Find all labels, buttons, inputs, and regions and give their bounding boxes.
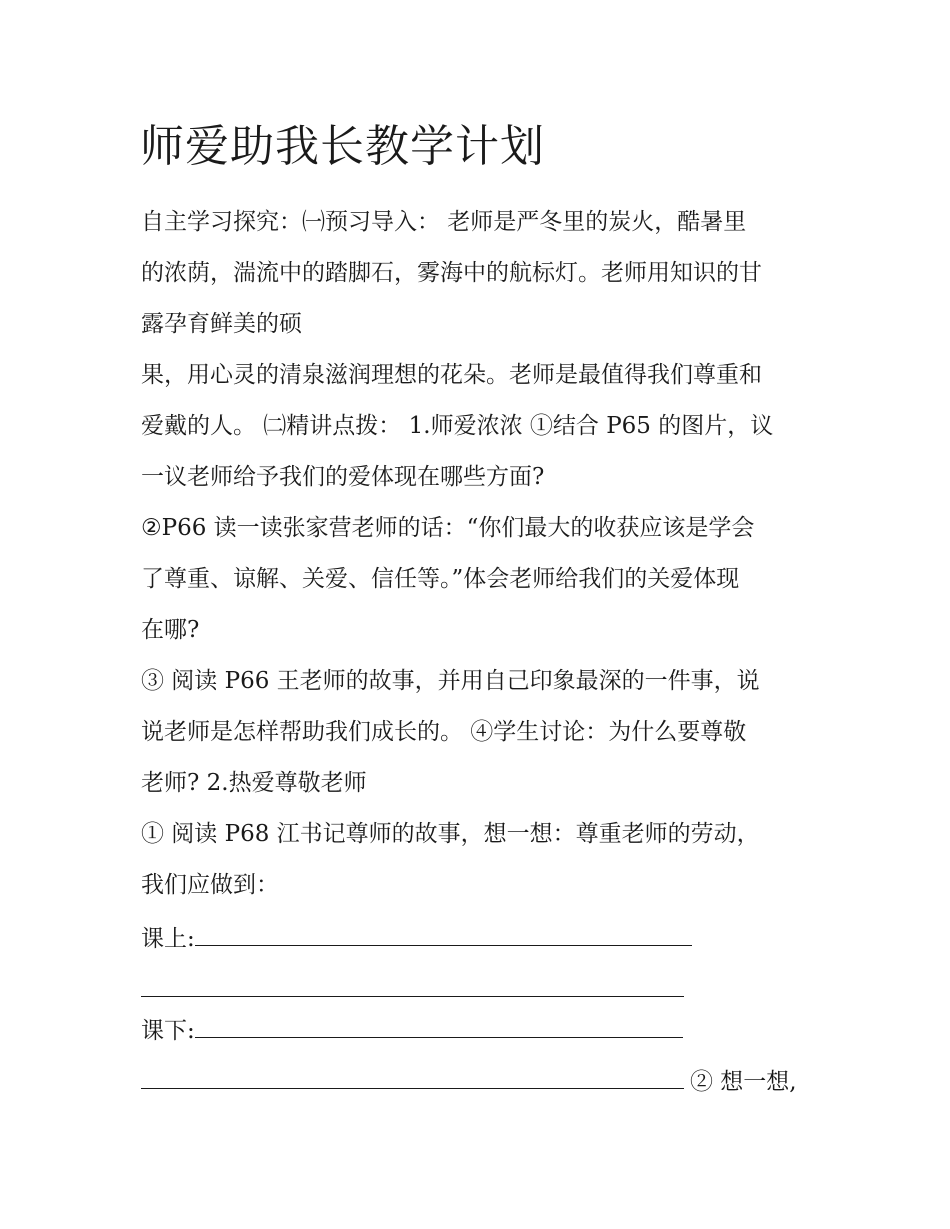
paragraph-line: 说老师是怎样帮助我们成长的。 ④学生讨论：为什么要尊敬 [141,719,747,745]
in-class-blank-continued[interactable] [141,972,684,997]
paragraph-line: 了尊重、谅解、关爱、信任等。”体会老师给我们的关爱体现 [141,566,740,592]
in-class-fill-line [141,921,692,954]
paragraph-line: 露孕育鲜美的硕 [141,311,302,337]
after-class-fill-line [141,1013,683,1046]
paragraph-line: 一议老师给予我们的爱体现在哪些方面? [141,464,545,490]
paragraph-line: 自主学习探究：㈠预习导入： 老师是严冬里的炭火，酷暑里 [141,209,747,235]
in-class-blank[interactable] [195,921,692,946]
paragraph-line: 爱戴的人。 ㈡精讲点拨： 1.师爱浓浓 ①结合 P65 的图片，议 [141,413,774,439]
document-title: 师爱助我长教学计划 [140,121,545,172]
trailing-question-text: ② 想一想, [690,1069,797,1095]
after-class-blank[interactable] [195,1013,683,1038]
paragraph-line: ②P66 读一读张家营老师的话：“你们最大的收获应该是学会 [141,515,755,541]
in-class-label: 课上: [141,926,195,952]
paragraph-line: ① 阅读 P68 江书记尊师的故事，想一想：尊重老师的劳动， [141,821,760,847]
after-class-fill-line-continued [141,1064,797,1097]
paragraph-line: 我们应做到： [141,872,279,898]
paragraph-line: 老师? 2.热爱尊敬老师 [141,770,367,796]
paragraph-line: ③ 阅读 P66 王老师的故事，并用自己印象最深的一件事，说 [141,668,760,694]
after-class-blank-continued[interactable] [141,1064,684,1089]
paragraph-line: 在哪? [141,617,200,643]
in-class-fill-line-continued [141,972,684,1005]
paragraph-line: 果，用心灵的清泉滋润理想的花朵。老师是最值得我们尊重和 [141,362,762,388]
after-class-label: 课下: [141,1018,195,1044]
paragraph-line: 的浓荫，湍流中的踏脚石，雾海中的航标灯。老师用知识的甘 [141,260,762,286]
